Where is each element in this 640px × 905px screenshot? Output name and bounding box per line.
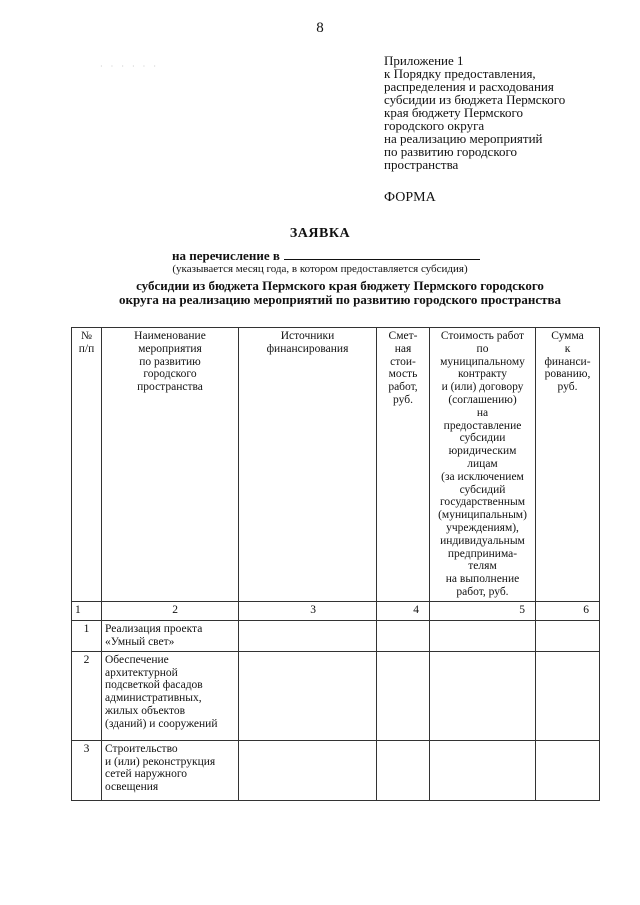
estimated-cost-cell[interactable] xyxy=(377,740,430,800)
row-number: 2 xyxy=(72,651,102,740)
transfer-hint: (указывается месяц года, в котором предоставляется субсидия) xyxy=(172,263,468,275)
appendix-line: городского округа xyxy=(384,118,485,133)
funding-sources-cell[interactable] xyxy=(239,651,377,740)
column-number: 1 xyxy=(72,601,102,620)
appendix-line: по развитию городского xyxy=(384,144,517,159)
row-activity-name xyxy=(102,651,239,740)
header-estimated-cost xyxy=(377,328,430,602)
month-blank-field[interactable] xyxy=(284,247,480,260)
appendix-line: пространства xyxy=(384,157,459,172)
funding-sources-cell[interactable] xyxy=(239,740,377,800)
contract-cost-cell[interactable] xyxy=(430,620,536,651)
table-header-row xyxy=(72,328,600,602)
table-row xyxy=(72,651,600,740)
column-number: 3 xyxy=(239,601,377,620)
estimated-cost-cell[interactable] xyxy=(377,651,430,740)
page-number: 8 xyxy=(316,20,324,36)
application-table xyxy=(71,327,600,801)
subsidy-heading xyxy=(40,279,640,307)
row-activity-text: Строительство и (или) реконструкция сетей наружного освещения xyxy=(105,742,216,794)
subsidy-line: округа на реализацию мероприятий по развитию городского пространства xyxy=(118,292,562,307)
column-number: 6 xyxy=(536,601,600,620)
header-text: Смет- ная стои- мость работ, руб. xyxy=(388,330,418,406)
header-amount-to-finance xyxy=(536,328,600,602)
header-text: Стоимость работ по муниципальному контракту и (или) договору (соглашению) на предоставление субсидии юридическим лицам (за исключением субсидий государственным (муниципальным) учреждениям), индивидуальным предпринима- телям на выполнение работ, руб. xyxy=(438,330,527,598)
table-row xyxy=(72,740,600,800)
header-text: Сумма к финанси- рованию, руб. xyxy=(544,330,591,394)
header-activity-name xyxy=(102,328,239,602)
amount-to-finance-cell[interactable] xyxy=(536,740,600,800)
estimated-cost-cell[interactable] xyxy=(377,620,430,651)
column-number: 4 xyxy=(377,601,430,620)
appendix-line: на реализацию мероприятий xyxy=(384,131,543,146)
column-number: 5 xyxy=(430,601,536,620)
contract-cost-cell[interactable] xyxy=(430,651,536,740)
table-row xyxy=(72,620,600,651)
document-title: ЗАЯВКА xyxy=(289,226,351,241)
transfer-prefix: на перечисление в xyxy=(172,248,280,263)
form-label: ФОРМА xyxy=(384,190,436,205)
header-text: № п/п xyxy=(78,330,95,355)
appendix-line: края бюджету Пермского xyxy=(384,105,524,120)
row-activity-name xyxy=(102,740,239,800)
scan-artifact: · · · · · · xyxy=(100,62,159,71)
header-text: Наименование мероприятия по развитию городского пространства xyxy=(134,330,206,394)
funding-sources-cell[interactable] xyxy=(239,620,377,651)
transfer-line xyxy=(172,247,480,264)
contract-cost-cell[interactable] xyxy=(430,740,536,800)
row-activity-text: Обеспечение архитектурной подсветкой фасадов административных, жилых объектов (зданий) и сооружений xyxy=(105,653,218,730)
header-contract-cost xyxy=(430,328,536,602)
row-number: 3 xyxy=(72,740,102,800)
header-text: Источники финансирования xyxy=(266,330,349,355)
appendix-line: распределения и расходования xyxy=(384,79,554,94)
appendix-line: к Порядку предоставления, xyxy=(384,66,536,81)
row-activity-name xyxy=(102,620,239,651)
header-funding-sources xyxy=(239,328,377,602)
appendix-block xyxy=(384,54,624,171)
amount-to-finance-cell[interactable] xyxy=(536,620,600,651)
appendix-line: Приложение 1 xyxy=(384,53,464,68)
appendix-line: субсидии из бюджета Пермского xyxy=(384,92,566,107)
column-number: 2 xyxy=(102,601,239,620)
row-number: 1 xyxy=(72,620,102,651)
header-number xyxy=(72,328,102,602)
amount-to-finance-cell[interactable] xyxy=(536,651,600,740)
subsidy-line: субсидии из бюджета Пермского края бюджету Пермского городского xyxy=(136,278,544,293)
column-number-row xyxy=(72,601,600,620)
row-activity-text: Реализация проекта «Умный свет» xyxy=(105,622,203,648)
